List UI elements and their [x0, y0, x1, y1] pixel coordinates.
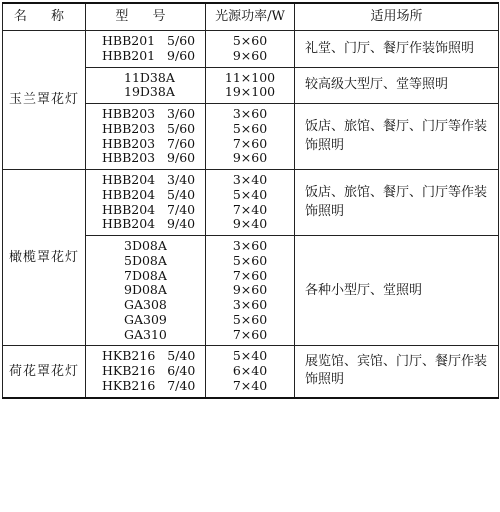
power-value: 3×40	[232, 172, 268, 187]
model-number: HBB204 9/40	[102, 216, 196, 232]
table-header-row	[3, 3, 499, 31]
category-name: 玉兰罩花灯	[3, 31, 86, 170]
power-cell	[206, 104, 295, 170]
table-row	[3, 346, 499, 398]
header-power: 光源功率/W	[206, 3, 295, 31]
lamp-spec-table	[2, 2, 499, 399]
model-number: 5D08A	[124, 252, 167, 268]
model-number: GA310	[124, 326, 167, 342]
header-name: 名 称	[3, 3, 86, 31]
power-value: 7×60	[232, 326, 268, 342]
power-cell	[206, 67, 295, 104]
power-value: 9×60	[232, 47, 268, 63]
model-cell	[86, 346, 206, 398]
usage-cell: 饭店、旅馆、餐厅、门厅等作装饰照明	[295, 104, 499, 170]
category-name: 橄榄罩花灯	[3, 170, 86, 346]
power-value: 3×60	[232, 106, 268, 121]
power-value: 3×60	[232, 297, 268, 312]
table-body	[3, 31, 499, 398]
power-value: 9×60	[232, 282, 268, 298]
model-number: HBB201 5/60	[102, 33, 196, 48]
usage-cell: 各种小型厅、堂照明	[295, 236, 499, 346]
usage-cell: 饭店、旅馆、餐厅、门厅等作装饰照明	[295, 170, 499, 236]
model-number: HKB216 5/40	[102, 348, 196, 364]
power-value: 5×60	[232, 311, 268, 327]
model-number: 19D38A	[124, 84, 175, 100]
model-number: 3D08A	[124, 238, 167, 253]
model-cell	[86, 104, 206, 170]
model-cell	[86, 67, 206, 104]
power-value: 19×100	[224, 84, 276, 100]
power-cell	[206, 346, 295, 398]
category-name: 荷花罩花灯	[3, 346, 86, 398]
power-value: 9×40	[232, 216, 268, 232]
power-value: 5×60	[232, 120, 268, 136]
power-value: 5×40	[232, 186, 268, 202]
model-number: HBB203 3/60	[102, 106, 196, 121]
model-number: 7D08A	[124, 267, 167, 283]
power-value: 6×40	[232, 363, 268, 378]
power-cell	[206, 236, 295, 346]
table-row	[3, 170, 499, 236]
usage-cell: 较高级大型厅、堂等照明	[295, 67, 499, 104]
table-row	[3, 31, 499, 68]
power-value: 11×100	[224, 69, 276, 85]
model-number: 9D08A	[124, 282, 167, 298]
power-value: 7×60	[232, 135, 268, 151]
model-number: HBB203 7/60	[102, 135, 196, 151]
model-number: HKB216 6/40	[102, 363, 196, 378]
model-cell	[86, 31, 206, 68]
usage-cell: 展览馆、宾馆、门厅、餐厅作装饰照明	[295, 346, 499, 398]
power-value: 5×40	[232, 348, 268, 364]
power-cell	[206, 170, 295, 236]
model-number: HBB201 9/60	[102, 47, 196, 63]
power-value: 7×40	[232, 377, 268, 393]
model-number: HKB216 7/40	[102, 377, 196, 393]
model-cell	[86, 170, 206, 236]
usage-cell: 礼堂、门厅、餐厅作装饰照明	[295, 31, 499, 68]
power-value: 9×60	[232, 150, 268, 166]
header-model: 型 号	[86, 3, 206, 31]
model-number: GA308	[124, 297, 167, 312]
model-number: HBB204 5/40	[102, 186, 196, 202]
model-cell	[86, 236, 206, 346]
power-value: 7×60	[232, 267, 268, 283]
power-cell	[206, 31, 295, 68]
model-number: GA309	[124, 311, 167, 327]
header-usage: 适用场所	[295, 3, 499, 31]
power-value: 5×60	[232, 33, 268, 48]
model-number: HBB204 7/40	[102, 201, 196, 217]
power-value: 5×60	[232, 252, 268, 268]
model-number: HBB203 9/60	[102, 150, 196, 166]
model-number: 11D38A	[124, 69, 175, 85]
power-value: 3×60	[232, 238, 268, 253]
model-number: HBB204 3/40	[102, 172, 196, 187]
power-value: 7×40	[232, 201, 268, 217]
model-number: HBB203 5/60	[102, 120, 196, 136]
